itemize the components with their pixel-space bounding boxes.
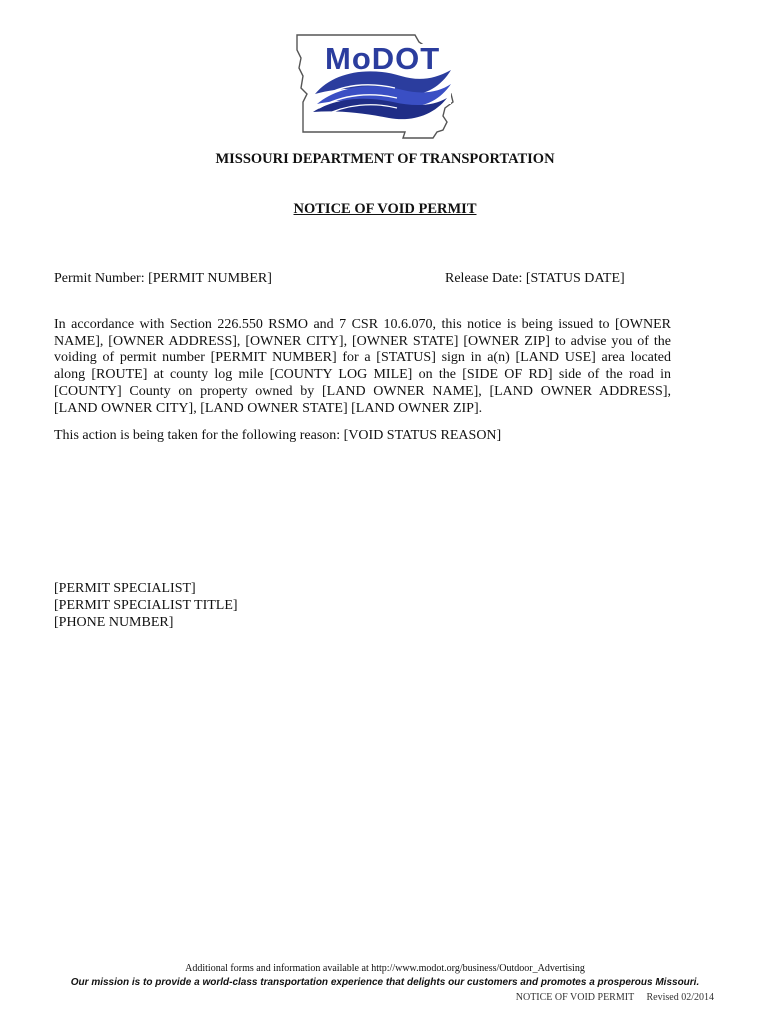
permit-number-field: Permit Number: [PERMIT NUMBER] (54, 271, 272, 286)
revision-date: Revised 02/2014 (646, 992, 714, 1003)
permit-specialist-name: [PERMIT SPECIALIST] (54, 581, 196, 596)
void-reason: This action is being taken for the following reason: [VOID STATUS REASON] (54, 428, 502, 443)
release-date-field: Release Date: [STATUS DATE] (445, 271, 625, 286)
permit-specialist-title: [PERMIT SPECIALIST TITLE] (54, 598, 238, 613)
form-name: NOTICE OF VOID PERMIT (515, 992, 634, 1003)
modot-logo (293, 32, 456, 144)
additional-info-link[interactable]: Additional forms and information available at http://www.modot.org/business/Outdoor_Advertising (185, 963, 585, 974)
phone-number: [PHONE NUMBER] (54, 615, 174, 630)
form-footer (516, 992, 714, 1003)
notice-paragraph: In accordance with Section 226.550 RSMO and 7 CSR 10.6.070, this notice is being issued to [OWNER NAME], [OWNER ADDRESS], [OWNER CITY], [OWNER STATE] [OWNER ZIP] to advise you of the voiding of permit number [PERMIT NUMBER] for a [STATUS] sign in a(n) [LAND USE] area located along [ROUTE] at county log mile [COUNTY LOG MILE] on the [SIDE OF RD] side of the road in [COUNTY] County on property owned by [LAND OWNER NAME], [LAND OWNER ADDRESS], [LAND OWNER CITY], [LAND OWNER STATE] [LAND OWNER ZIP]. (54, 317, 671, 416)
department-heading: MISSOURI DEPARTMENT OF TRANSPORTATION (215, 151, 555, 167)
mission-statement: Our mission is to provide a world-class transportation experience that delights our customers and promotes a prosperous Missouri. (70, 977, 700, 988)
logo-wordmark: MoDOT (325, 41, 441, 76)
notice-title: NOTICE OF VOID PERMIT (293, 201, 477, 217)
notice-body (54, 317, 671, 417)
signature-block (54, 580, 238, 631)
